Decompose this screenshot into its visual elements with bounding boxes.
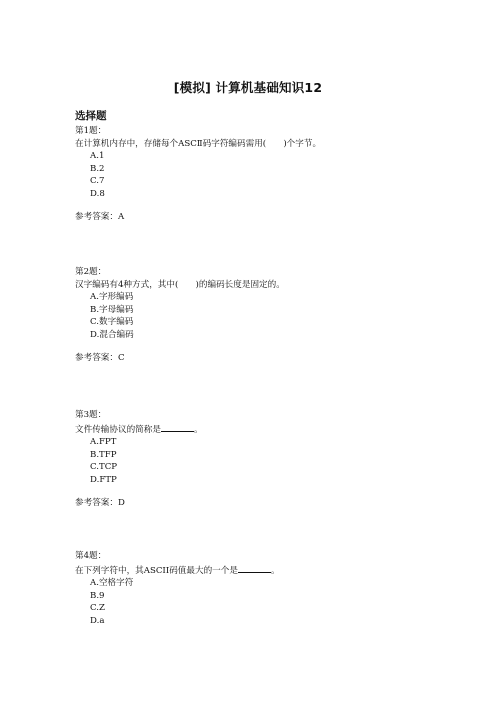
section-heading: 选择题: [75, 110, 107, 122]
question-text: 在下列字符中，其ASCII码值最大的一个是 。: [75, 563, 435, 578]
option-list: [75, 436, 435, 486]
option-list: [75, 291, 435, 341]
question-text: 文件传输协议的简称是 。: [75, 422, 435, 437]
option-a: A.字形编码: [90, 292, 134, 303]
option-d: D.8: [90, 188, 105, 199]
reference-answer: 参考答案：A: [75, 211, 125, 222]
option-b: B.2: [90, 163, 105, 174]
question-text: 汉字编码有4种方式，其中( )的编码长度是固定的。: [75, 279, 285, 290]
question-number: 第2题：: [75, 267, 107, 277]
option-d: D.FTP: [90, 474, 117, 485]
option-a: A.FPT: [90, 437, 117, 448]
question-number: 第3题：: [75, 410, 107, 420]
option-c: C.TCP: [90, 462, 118, 473]
option-a: A.1: [90, 151, 105, 162]
option-b: B.TFP: [90, 449, 117, 460]
reference-answer: 参考答案：C: [75, 352, 125, 363]
question-1: [75, 125, 435, 223]
question-number: 第4题：: [75, 551, 107, 561]
option-list: [75, 577, 435, 627]
reference-answer: 参考答案：D: [75, 497, 125, 508]
option-list: [75, 150, 435, 200]
question-text: 在计算机内存中，存储每个ASCⅡ码字符编码需用( )个字节。: [75, 138, 322, 149]
answer-blank: [161, 422, 194, 432]
option-d: D.混合编码: [90, 329, 134, 340]
option-b: B.9: [90, 590, 105, 601]
option-b: B.字母编码: [90, 304, 134, 315]
option-c: C.数字编码: [90, 317, 134, 328]
question-3: [75, 409, 435, 509]
option-c: C.Z: [90, 603, 105, 614]
option-c: C.7: [90, 176, 105, 187]
option-d: D.a: [90, 615, 105, 626]
question-4: [75, 550, 435, 628]
question-2: [75, 266, 435, 364]
option-a: A.空格字符: [90, 578, 134, 589]
question-number: 第1题：: [75, 126, 107, 136]
document-title: [模拟] 计算机基础知识12: [173, 80, 323, 95]
answer-blank: [238, 563, 271, 573]
